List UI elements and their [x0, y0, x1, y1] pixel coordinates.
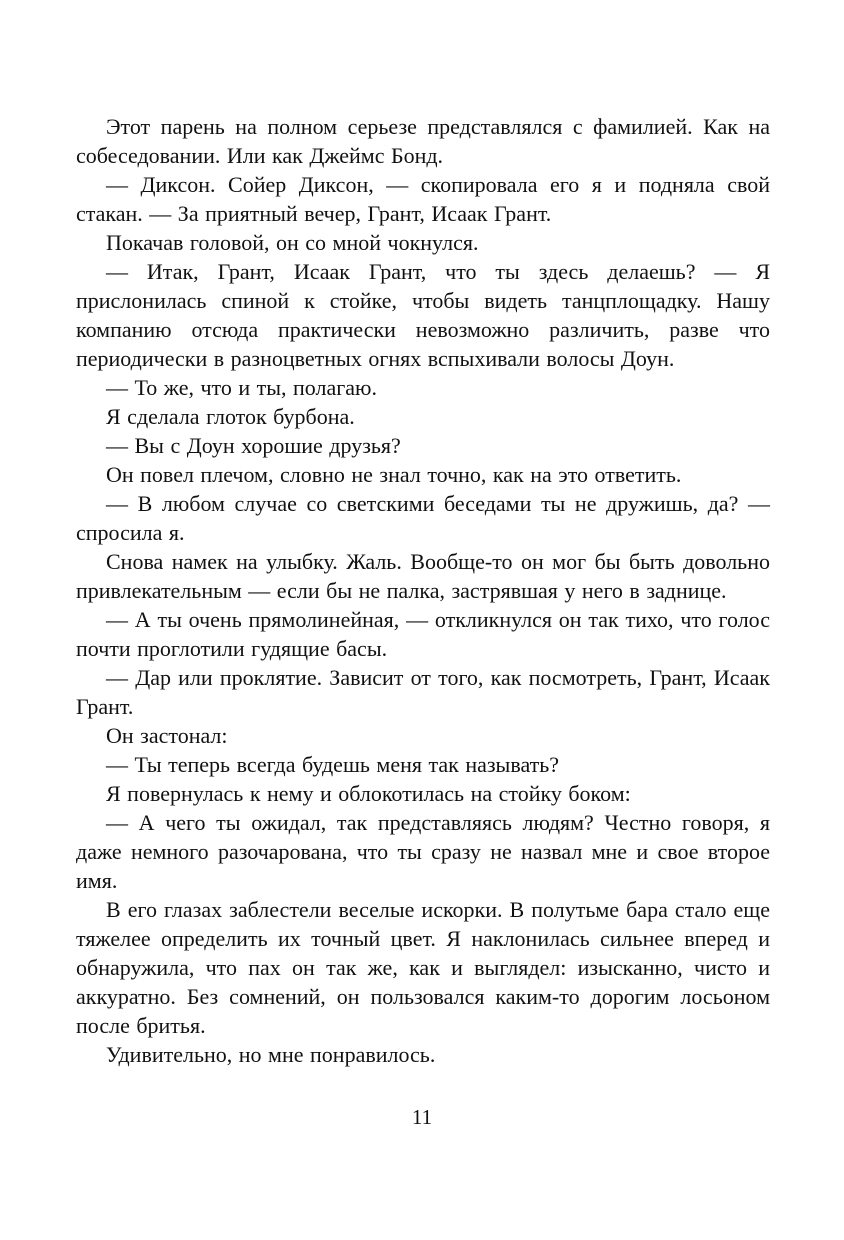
- paragraph: Снова намек на улыбку. Жаль. Вообще-то он мог бы быть довольно привлекательным — если бы не палка, застрявшая у него в заднице.: [76, 549, 770, 603]
- paragraph: — А ты очень прямолинейная, — откликнулся он так тихо, что голос почти проглотили гудящие басы.: [76, 607, 770, 661]
- paragraph: Я повернулась к нему и облокотилась на стойку боком:: [106, 781, 631, 806]
- paragraph: — Дар или проклятие. Зависит от того, как посмотреть, Грант, Исаак Грант.: [76, 665, 770, 719]
- body-text: [76, 112, 770, 1069]
- paragraph: — Итак, Грант, Исаак Грант, что ты здесь делаешь? — Я прислонилась спиной к стойке, чтобы видеть танцплощадку. Нашу компанию отсюда практически невозможно различить, разве что периодически в разноцветных огнях вспыхивали волосы Доун.: [76, 259, 770, 371]
- paragraph: — Ты теперь всегда будешь меня так называть?: [106, 752, 560, 777]
- paragraph: Он застонал:: [106, 723, 228, 748]
- paragraph: Я сделала глоток бурбона.: [106, 404, 355, 429]
- paragraph: Удивительно, но мне понравилось.: [106, 1042, 436, 1067]
- paragraph: — А чего ты ожидал, так представляясь людям? Честно говоря, я даже немного разочарована, что ты сразу не назвал мне и свое второе имя.: [76, 810, 770, 893]
- paragraph: — Диксон. Сойер Диксон, — скопировала его я и подняла свой стакан. — За приятный вечер, Грант, Исаак Грант.: [76, 172, 770, 226]
- paragraph: В его глазах заблестели веселые искорки. В полутьме бара стало еще тяжелее определить их точный цвет. Я наклонилась сильнее вперед и обнаружила, что пах он так же, как и выглядел: изысканно, чисто и аккуратно. Без сомнений, он пользовался каким-то дорогим лосьоном после бритья.: [76, 897, 770, 1038]
- paragraph: Покачав головой, он со мной чокнулся.: [106, 230, 479, 255]
- paragraph: — То же, что и ты, полагаю.: [106, 375, 377, 400]
- paragraph: Этот парень на полном серьезе представлялся с фамилией. Как на собеседовании. Или как Джеймс Бонд.: [76, 114, 770, 168]
- paragraph: — В любом случае со светскими беседами ты не дружишь, да? — спросила я.: [76, 491, 770, 545]
- page-number: 11: [411, 1105, 433, 1129]
- paragraph: — Вы с Доун хорошие друзья?: [106, 433, 401, 458]
- paragraph: Он повел плечом, словно не знал точно, как на это ответить.: [106, 462, 682, 487]
